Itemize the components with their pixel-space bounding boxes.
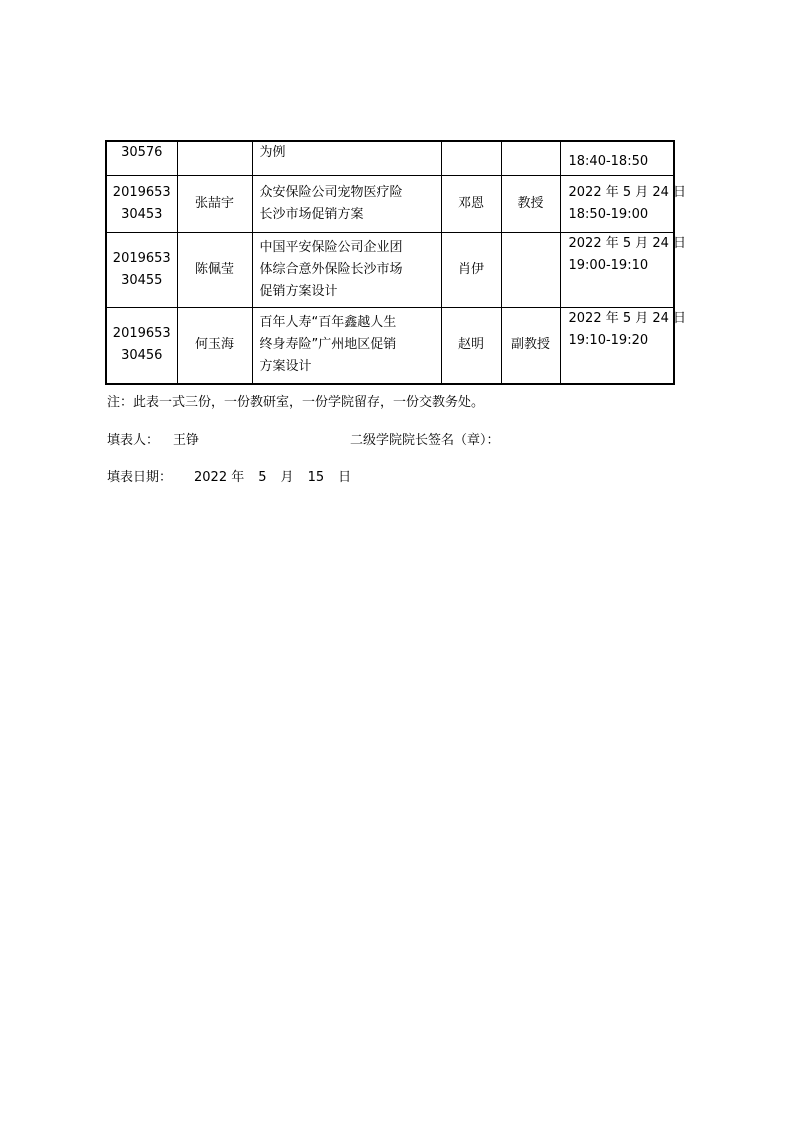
advisor-cell: 赵明: [441, 307, 501, 384]
defense-time-line: 2022 年 5 月 24 日: [568, 310, 687, 326]
thesis-topic-line: 终身寿险”广州地区促销: [259, 337, 397, 353]
defense-time-cell: [560, 307, 687, 384]
month-unit: 月: [280, 470, 294, 485]
student-name-cell: 张喆宇: [177, 175, 252, 232]
defense-time-line: 19:00-19:10: [568, 257, 649, 273]
student-id-cell: [106, 141, 177, 175]
fill-date-day: 15: [307, 470, 325, 485]
defense-time-line: 19:10-19:20: [568, 332, 649, 348]
table-row: [106, 175, 674, 232]
filler-label: 填表人：: [107, 433, 160, 448]
student-name-cell: [177, 141, 252, 175]
thesis-topic-line: 长沙市场促销方案: [259, 206, 364, 222]
student-id-line: 30453: [121, 206, 163, 222]
defense-schedule-table: [105, 140, 687, 385]
student-id-cell: [106, 307, 177, 384]
defense-time-line: 18:40-18:50: [568, 153, 649, 169]
thesis-topic-line: 百年人寿“百年鑫越人生: [259, 315, 397, 331]
thesis-topic-line: 众安保险公司宠物医疗险: [259, 184, 403, 200]
fill-date-month: 5: [258, 470, 267, 485]
thesis-topic-cell: [252, 175, 441, 232]
student-id-line: 2019653: [112, 184, 171, 200]
advisor-title-cell: [501, 232, 560, 307]
student-id-line: 30456: [121, 348, 163, 364]
student-id-cell: [106, 232, 177, 307]
filler-line: [107, 429, 199, 448]
fill-date-label: 填表日期：: [107, 470, 173, 485]
defense-time-cell: [560, 141, 674, 175]
thesis-topic-cell: [252, 141, 441, 175]
defense-time-cell: [560, 232, 687, 307]
table-row: [106, 232, 674, 307]
student-id-line: 2019653: [112, 250, 171, 266]
advisor-cell: 肖伊: [441, 232, 501, 307]
thesis-topic-cell: [252, 307, 441, 384]
day-unit: 日: [338, 470, 352, 485]
thesis-topic-line: 方案设计: [259, 359, 312, 375]
thesis-topic-line: 中国平安保险公司企业团: [259, 239, 403, 255]
table-note: 注：此表一式三份，一份教研室，一份学院留存，一份交教务处。: [107, 395, 485, 410]
advisor-cell: 邓恩: [441, 175, 501, 232]
student-name-cell: 陈佩莹: [177, 232, 252, 307]
student-id-line: 30455: [121, 272, 163, 288]
defense-time-cell: [560, 175, 687, 232]
thesis-topic-line: 体综合意外保险长沙市场: [259, 261, 403, 277]
thesis-topic-line: 促销方案设计: [259, 283, 338, 299]
table-row: [106, 141, 674, 175]
dean-signature-label: 二级学院院长签名（章）：: [350, 433, 500, 448]
dean-signature-line: [350, 429, 500, 448]
student-id-line: 30576: [121, 145, 163, 160]
defense-time-line: 18:50-19:00: [568, 206, 649, 222]
thesis-topic-cell: [252, 232, 441, 307]
student-id-cell: [106, 175, 177, 232]
defense-time-line: 2022 年 5 月 24 日: [568, 235, 687, 251]
advisor-title-cell: 副教授: [501, 307, 560, 384]
fill-date-year: 2022: [194, 470, 228, 485]
student-id-line: 2019653: [112, 326, 171, 342]
student-name-cell: 何玉海: [177, 307, 252, 384]
advisor-title-cell: 教授: [501, 175, 560, 232]
table-row: [106, 307, 674, 384]
thesis-topic-line: 为例: [259, 145, 286, 160]
advisor-cell: [441, 141, 501, 175]
advisor-title-cell: [501, 141, 560, 175]
filler-name: 王铮: [173, 433, 200, 448]
fill-date-line: [107, 466, 351, 485]
year-unit: 年: [231, 470, 245, 485]
defense-time-line: 2022 年 5 月 24 日: [568, 184, 687, 200]
